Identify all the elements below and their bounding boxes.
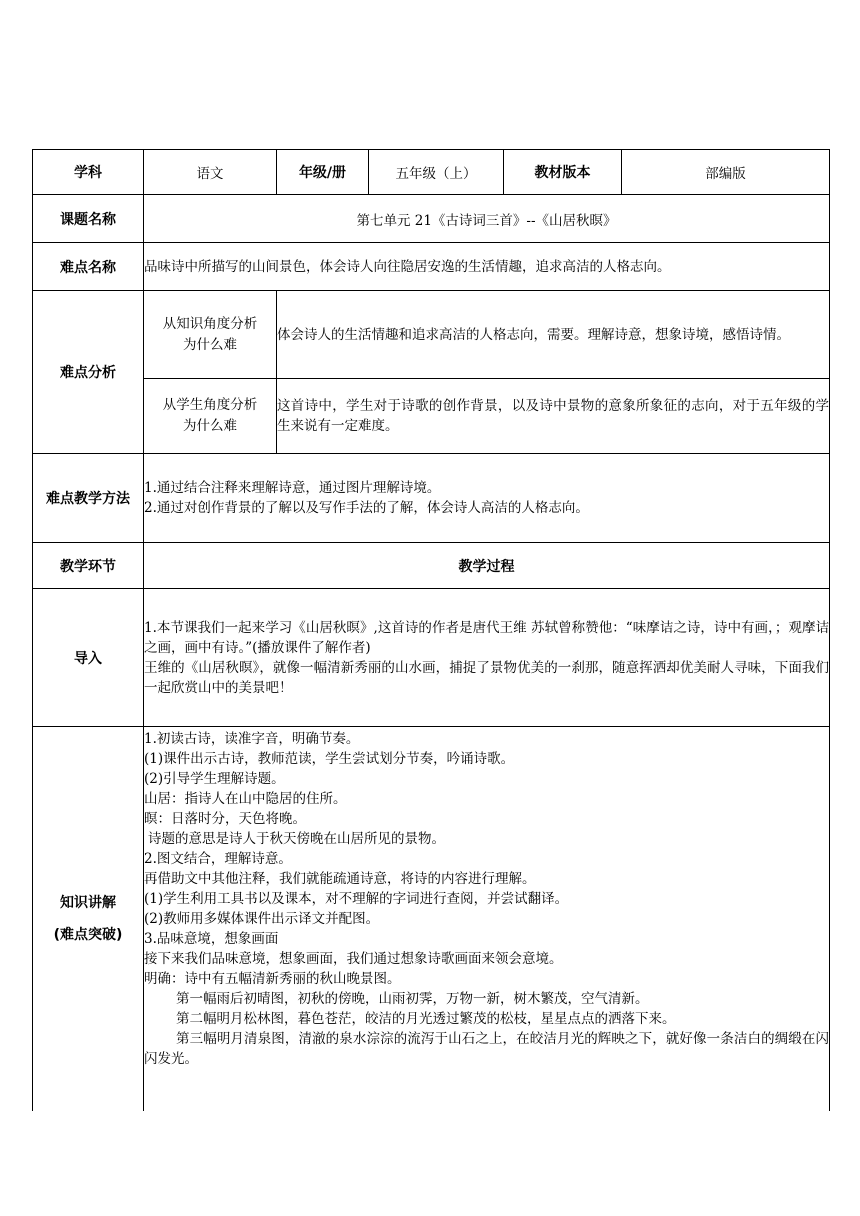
difficulty-label: 难点名称 (33, 243, 144, 291)
header-row (33, 150, 830, 195)
knowledge-line: 第一幅雨后初晴图，初秋的傍晚，山雨初霁，万物一新，树木繁茂，空气清新。 (176, 991, 649, 1007)
student-angle-label (144, 379, 277, 454)
knowledge-angle-value: 体会诗人的生活情趣和追求高洁的人格志向，需要。理解诗意，想象诗境，感悟诗情。 (277, 291, 830, 379)
knowledge-line: 第三幅明月清泉图，清澈的泉水淙淙的流泻于山石之上，在皎洁月光的辉映之下，就好像一条洁白的绸缎在闪闪发光。 (144, 1031, 829, 1067)
knowledge-label-line-2: (难点突破) (53, 926, 123, 943)
lesson-plan-table (32, 149, 830, 1111)
analysis-knowledge-row (33, 291, 830, 379)
knowledge-content (144, 727, 830, 1111)
knowledge-angle-label-line-2: 为什么难 (183, 336, 237, 353)
knowledge-line: 再借助文中其他注释，我们就能疏通诗意，将诗的内容进行理解。 (144, 871, 536, 887)
knowledge-label (33, 727, 144, 1111)
difficulty-row (33, 243, 830, 291)
process-header-row (33, 543, 830, 589)
knowledge-line: (1)课件出示古诗，教师范读，学生尝试划分节奏，吟诵诗歌。 (144, 751, 515, 767)
method-label: 难点教学方法 (33, 454, 144, 543)
process-step-label: 教学环节 (33, 543, 144, 589)
intro-paragraph: 1.本节课我们一起来学习《山居秋暝》,这首诗的作者是唐代王维 苏轼曾称赞他：“味摩诘之诗，诗中有画，；观摩诘之画，画中有诗。”(播放课件了解作者) (144, 619, 829, 656)
knowledge-line: 接下来我们品味意境，想象画面，我们通过想象诗歌画面来领会意境。 (144, 951, 563, 967)
intro-paragraph: 王维的《山居秋暝》，就像一幅清新秀丽的山水画，捕捉了景物优美的一刹那，随意挥洒却优美耐人寻味，下面我们一起欣赏山中的美景吧！ (144, 659, 829, 696)
knowledge-angle-label-line-1: 从知识角度分析 (162, 315, 258, 332)
knowledge-line: 3.品味意境，想象画面 (144, 931, 279, 947)
method-line: 1.通过结合注释来理解诗意，通过图片理解诗境。 (144, 480, 441, 496)
intro-value (144, 589, 830, 727)
difficulty-value: 品味诗中所描写的山间景色，体会诗人向往隐居安逸的生活情趣，追求高洁的人格志向。 (144, 243, 830, 291)
knowledge-line: (1)学生利用工具书以及课本，对不理解的字词进行查阅，并尝试翻译。 (144, 891, 569, 907)
knowledge-row (33, 727, 830, 1111)
knowledge-line: 明确：诗中有五幅清新秀丽的秋山晚景图。 (144, 971, 401, 987)
lesson-row (33, 195, 830, 243)
subject-value: 语文 (144, 150, 277, 195)
method-line: 2.通过对创作背景的了解以及写作手法的了解，体会诗人高洁的人格志向。 (144, 500, 589, 516)
knowledge-line: 第二幅明月松林图，暮色苍茫，皎洁的月光透过繁茂的松枝，星星点点的洒落下来。 (176, 1011, 676, 1027)
analysis-student-row (33, 379, 830, 454)
grade-value: 五年级（上） (369, 150, 504, 195)
process-title: 教学过程 (144, 543, 830, 589)
knowledge-line: (2)引导学生理解诗题。 (144, 771, 285, 787)
knowledge-angle-label (144, 291, 277, 379)
method-row (33, 454, 830, 543)
edition-label: 教材版本 (504, 150, 622, 195)
knowledge-line: (2)教师用多媒体课件出示译文并配图。 (144, 911, 380, 927)
grade-label: 年级/册 (277, 150, 369, 195)
method-value (144, 454, 830, 543)
knowledge-line: 诗题的意思是诗人于秋天傍晚在山居所见的景物。 (148, 831, 445, 847)
knowledge-line: 2.图文结合，理解诗意。 (144, 851, 292, 867)
knowledge-line: 1.初读古诗，读准字音，明确节奏。 (144, 731, 360, 747)
subject-label: 学科 (33, 150, 144, 195)
lesson-label: 课题名称 (33, 195, 144, 243)
lesson-value: 第七单元 21《古诗词三首》--《山居秋暝》 (144, 195, 830, 243)
student-angle-label-line-1: 从学生角度分析 (162, 397, 258, 413)
knowledge-line: 山居：指诗人在山中隐居的住所。 (144, 791, 347, 807)
knowledge-line: 暝：日落时分，天色将晚。 (144, 811, 306, 827)
intro-row (33, 589, 830, 727)
intro-label: 导入 (33, 589, 144, 727)
student-angle-label-line-2: 为什么难 (183, 418, 237, 434)
edition-value: 部编版 (622, 150, 830, 195)
knowledge-label-line-1: 知识讲解 (60, 894, 116, 911)
student-angle-value: 这首诗中，学生对于诗歌的创作背景，以及诗中景物的意象所象征的志向，对于五年级的学生来说有一定难度。 (277, 379, 830, 454)
analysis-label: 难点分析 (33, 291, 144, 454)
